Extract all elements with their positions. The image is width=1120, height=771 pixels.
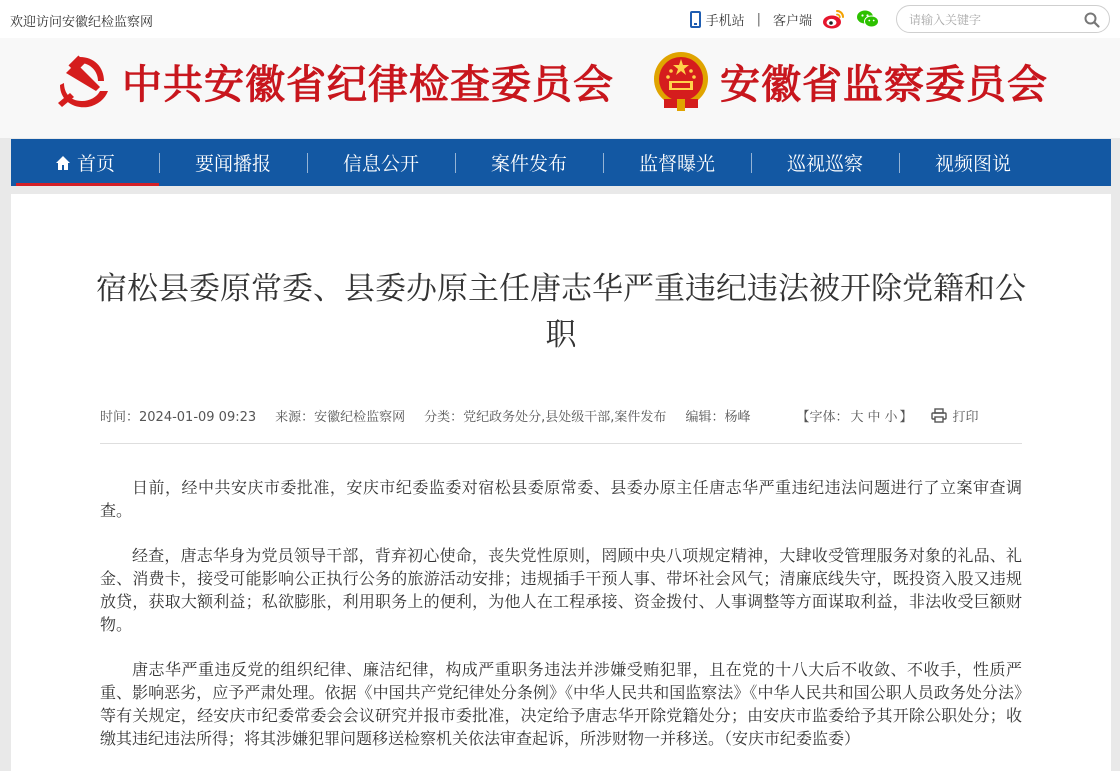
meta-time: 时间：2024-01-09 09:23 [100,409,257,425]
top-right-links [690,6,1110,32]
nav-label: 信息公开 [342,153,419,175]
nav-item-inspection[interactable] [751,139,899,186]
article-container [11,194,1111,771]
article-paragraph: 唐志华严重违反党的组织纪律、廉洁纪律，构成严重职务违法并涉嫌受贿犯罪，且在党的十八大后不收敛、不收手，性质严重、影响恶劣，应予严肃处理。依据《中国共产党纪律处分条例》《中华人民共和国监察法》《中华人民共和国公职人员政务处分法》等有关规定，经安庆市纪委常委会会议研究并报市委批准，决定给予唐志华开除党籍处分；由安庆市监委给予其开除公职处分；收缴其违纪违法所得；将其涉嫌犯罪问题移送检察机关依法审查起诉，所涉财物一并移送。（安庆市纪委监委） [100,660,1022,748]
font-size-prefix: 【字体： [796,409,849,425]
nav-item-supervision-exposure[interactable] [603,139,751,186]
nav-label: 案件发布 [490,153,567,175]
nav-item-info-disclosure[interactable] [307,139,455,186]
article-title: 宿松县委原常委、县委办原主任唐志华严重违纪违法被开除党籍和公职 [96,271,1026,353]
nav-item-home[interactable] [11,139,159,186]
national-emblem-icon [650,49,712,113]
nav-label: 要闻播报 [194,153,271,175]
search-icon[interactable] [1083,11,1101,29]
nav-label: 视频图说 [934,153,1011,175]
print-label: 打印 [952,409,979,425]
meta-source: 来源：安徽纪检监察网 [275,409,406,425]
welcome-text: 欢迎访问安徽纪检监察网 [10,15,154,30]
search-box [896,5,1110,33]
main-nav [11,139,1111,186]
meta-category: 分类：党纪政务处分,县处级干部,案件发布 [424,409,667,425]
meta-divider [100,443,1022,444]
font-size-large[interactable]: 大 [850,409,864,425]
separator: | [756,11,761,27]
mobile-site-label: 手机站 [705,13,745,29]
wechat-icon[interactable] [856,8,880,30]
brand-supervision-anhui[interactable] [650,49,1048,113]
nav-label: 监督曝光 [638,153,715,175]
nav-item-news[interactable] [159,139,307,186]
site-header [0,38,1120,138]
font-size-switcher [796,406,912,425]
article-body [100,476,1022,771]
print-button[interactable] [931,406,979,425]
client-link[interactable] [773,10,812,29]
weibo-icon[interactable] [822,8,846,30]
top-bar [0,0,1120,38]
home-icon [55,155,71,171]
nav-label: 首页 [76,153,115,175]
print-icon [931,408,947,423]
party-emblem-icon [50,49,114,113]
brand-title-left: 中共安徽省纪律检查委员会 [122,60,614,108]
mobile-site-link[interactable] [690,10,745,29]
mobile-icon [690,11,701,28]
nav-item-case-release[interactable] [455,139,603,186]
font-size-suffix: 】 [899,409,913,425]
meta-editor: 编辑：杨峰 [685,409,751,425]
nav-label: 巡视巡察 [786,153,863,175]
font-size-small[interactable]: 小 [884,409,898,425]
nav-item-video[interactable] [899,139,1047,186]
article-meta [100,406,1030,424]
client-label: 客户端 [772,13,812,29]
article-paragraph: 日前，经中共安庆市委批准，安庆市纪委监委对宿松县委原常委、县委办原主任唐志华严重违纪违法问题进行了立案审查调查。 [100,478,1022,520]
font-size-medium[interactable]: 中 [867,409,881,425]
brand-ccdi-anhui[interactable] [50,49,614,113]
brand-title-right: 安徽省监察委员会 [720,60,1048,108]
article-paragraph: 经查，唐志华身为党员领导干部，背弃初心使命，丧失党性原则，罔顾中央八项规定精神，大肆收受管理服务对象的礼品、礼金、消费卡，接受可能影响公正执行公务的旅游活动安排；违规插手干预人事、带坏社会风气；清廉底线失守，既投资入股又违规放贷，获取大额利益；私欲膨胀，利用职务上的便利，为他人在工程承接、资金拨付、人事调整等方面谋取利益，非法收受巨额财物。 [100,546,1022,634]
search-input[interactable] [909,11,1079,28]
